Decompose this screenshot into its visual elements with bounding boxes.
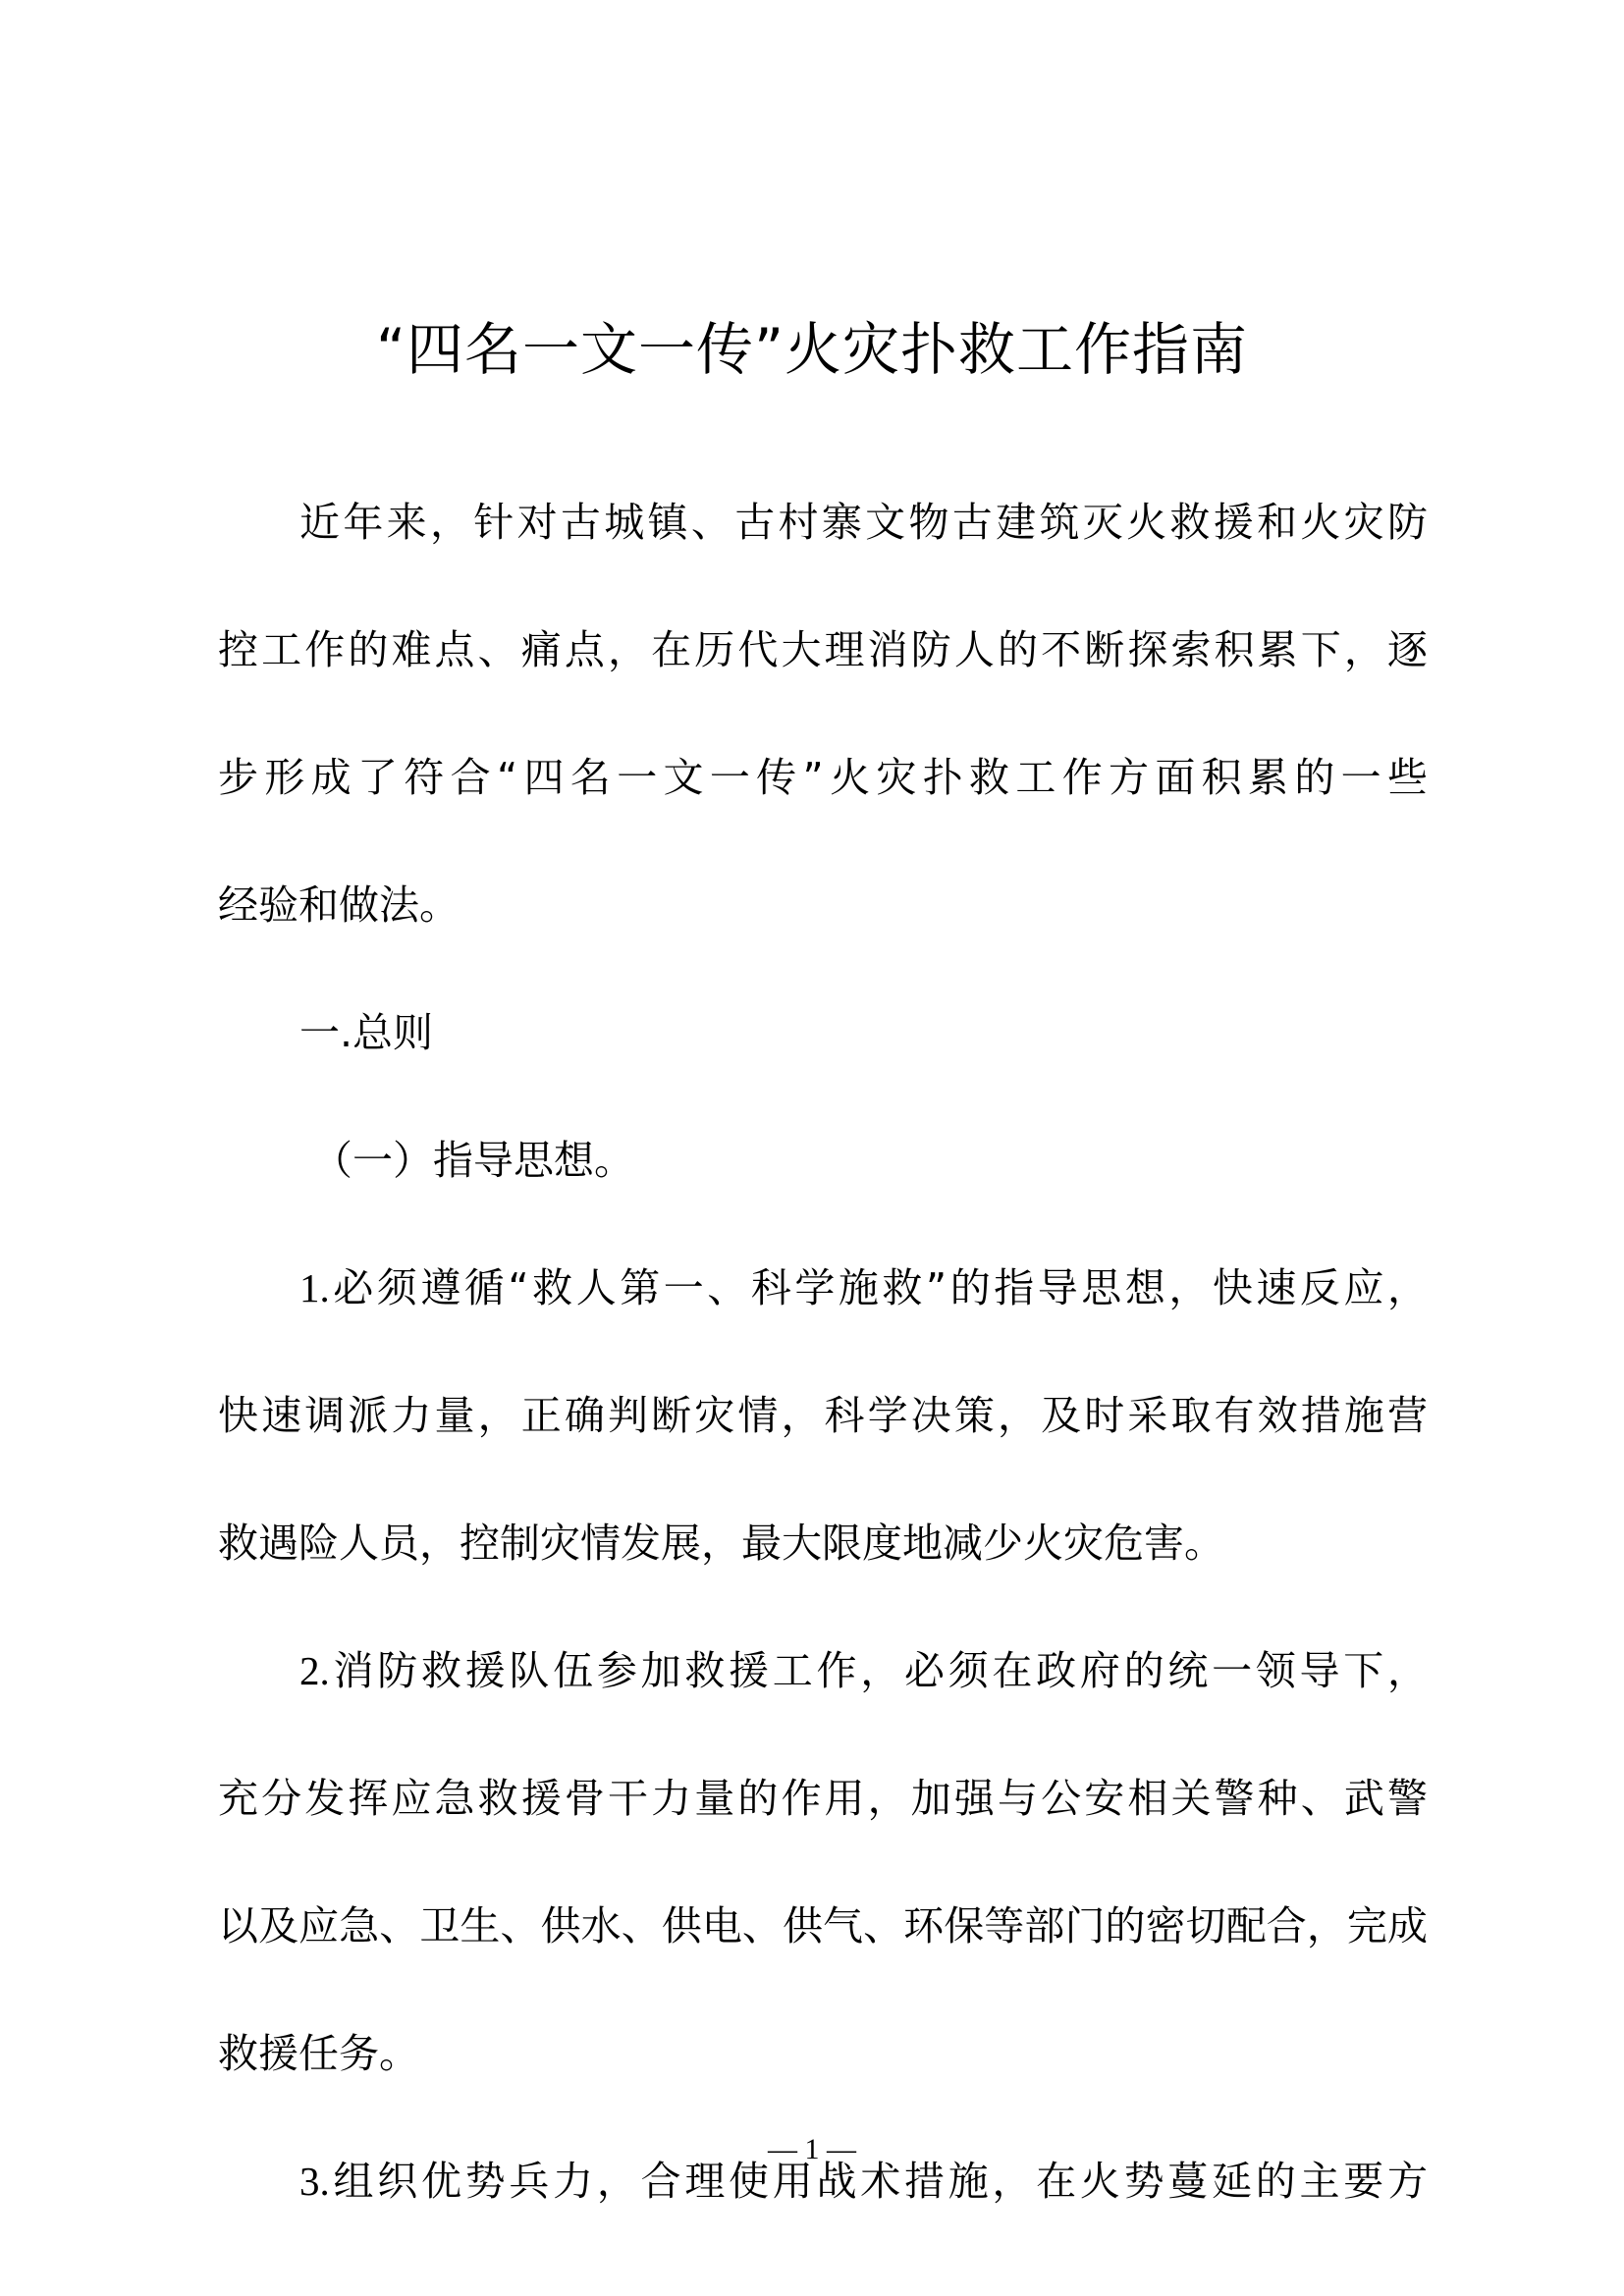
item-2-number: 2.	[299, 1648, 330, 1693]
intro-line-2: 控工作的难点、痛点，在历代大理消防人的不断探索积累下，逐	[218, 626, 1428, 673]
intro-line-1: 近年来，针对古城镇、古村寨文物古建筑灭火救援和火灾防	[299, 499, 1428, 546]
item-1-line-1	[299, 1260, 1428, 1315]
item-2-line-2: 充分发挥应急救援骨干力量的作用，加强与公安相关警种、武警	[218, 1775, 1428, 1822]
item-2-line-3: 以及应急、卫生、供水、供电、供气、环保等部门的密切配合，完成	[218, 1902, 1428, 1949]
item-1-line-3: 救遇险人员，控制灾情发展，最大限度地减少火灾危害。	[218, 1520, 1224, 1567]
intro-line-3: 步形成了符合“四名一文一传”火灾扑救工作方面积累的一些	[218, 754, 1428, 801]
item-3-number: 3.	[299, 2159, 330, 2204]
item-3-text: 组织优势兵力，合理使用战术措施，在火势蔓延的主要方	[329, 2158, 1428, 2205]
intro-line-4: 经验和做法。	[218, 881, 460, 929]
item-1-line-2: 快速调派力量，正确判断灾情，科学决策，及时采取有效措施营	[218, 1392, 1428, 1439]
document-title: “四名一文一传”火灾扑救工作指南	[375, 316, 1249, 383]
subsection-heading: （一）指导思想。	[312, 1137, 634, 1184]
page-number: — 1 —	[768, 2133, 856, 2165]
item-2-text: 消防救援队伍参加救援工作，必须在政府的统一领导下，	[329, 1647, 1428, 1694]
item-2-line-1	[299, 1643, 1428, 1698]
item-2-line-4: 救援任务。	[218, 2030, 419, 2077]
section-heading: 一.总则	[299, 1009, 434, 1056]
item-1-number: 1.	[299, 1265, 330, 1310]
item-1-text: 必须遵循“救人第一、科学施救”的指导思想，快速反应，	[329, 1264, 1428, 1311]
